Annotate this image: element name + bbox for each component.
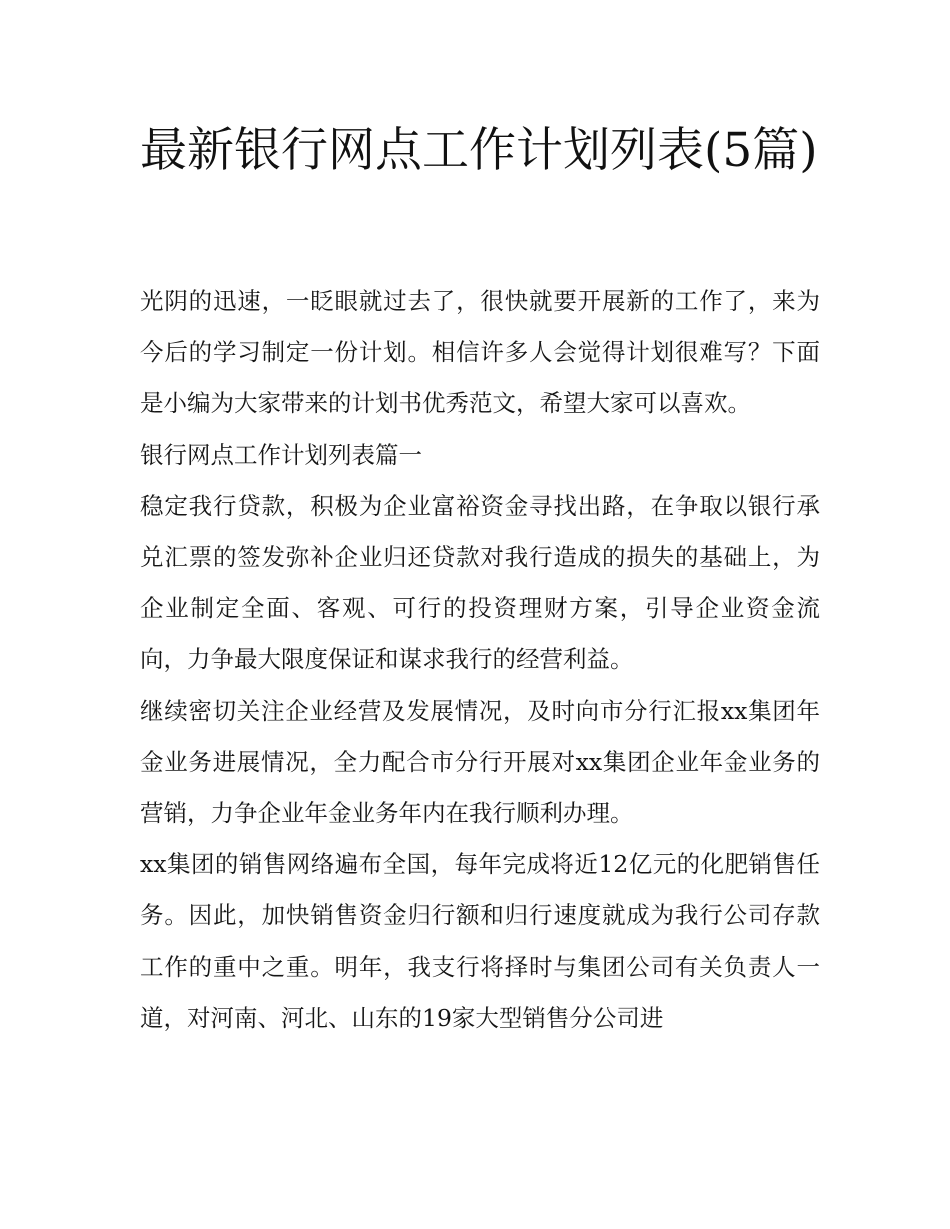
page-title: 最新银行网点工作计划列表(5篇) [140,123,818,178]
section-heading: 银行网点工作计划列表篇一 [140,440,422,469]
intro-paragraph: 光阴的迅速，一眨眼就过去了，很快就要开展新的工作了，来为今后的学习制定一份计划。相信许多人会觉得计划很难写？下面是小编为大家带来的计划书优秀范文，希望大家可以喜欢。 [140,287,820,418]
body-paragraph: xx集团的销售网络遍布全国，每年完成将近12亿元的化肥销售任务。因此，加快销售资金归行额和归行速度就成为我行公司存款工作的重中之重。明年，我支行将择时与集团公司有关负责人一道，对河南、河北、山东的19家大型销售分公司进 [140,850,820,1032]
body-paragraph: 继续密切关注企业经营及发展情况，及时向市分行汇报xx集团年金业务进展情况，全力配合市分行开展对xx集团企业年金业务的营销，力争企业年金业务年内在我行顺利办理。 [140,696,820,828]
body-paragraph: 稳定我行贷款，积极为企业富裕资金寻找出路，在争取以银行承兑汇票的签发弥补企业归还贷款对我行造成的损失的基础上，为企业制定全面、客观、可行的投资理财方案，引导企业资金流向，力争最大限度保证和谋求我行的经营利益。 [140,491,820,674]
document-body [140,276,820,1044]
